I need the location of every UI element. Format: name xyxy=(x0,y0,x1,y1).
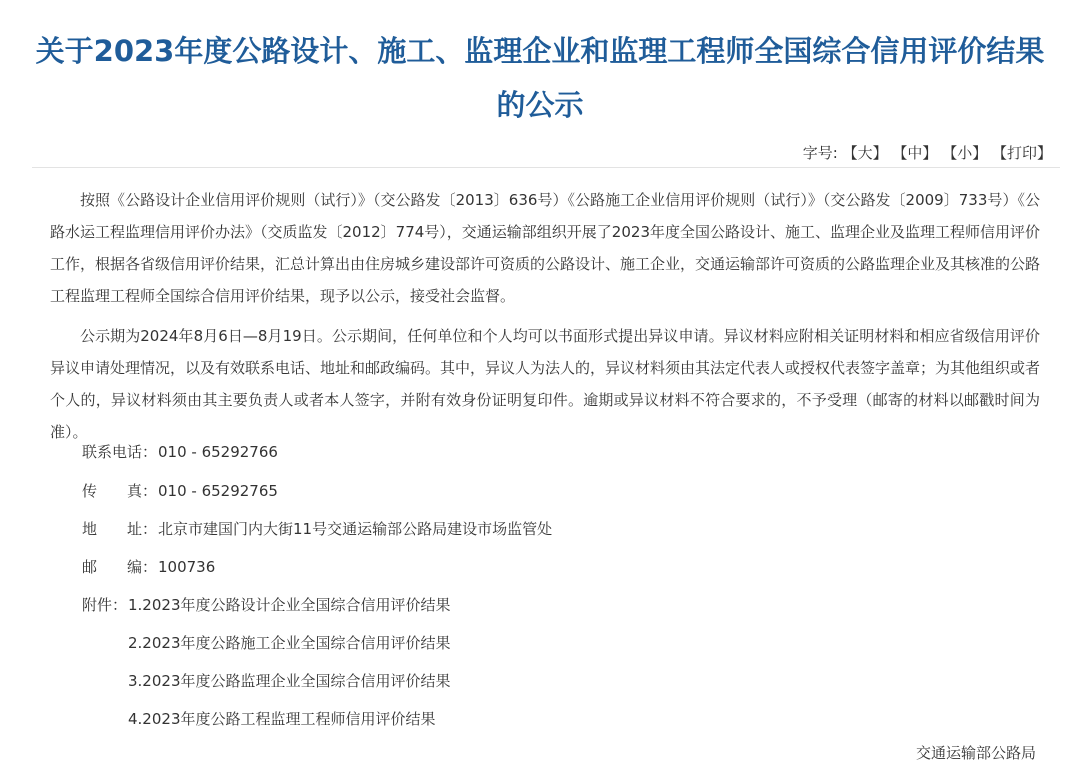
contact-phone xyxy=(82,441,278,462)
page-title: 关于2023年度公路设计、施工、监理企业和监理工程师全国综合信用评价结果的公示 xyxy=(35,34,1045,122)
attachment-link-1[interactable]: 1.2023年度公路设计企业全国综合信用评价结果 xyxy=(128,596,451,614)
print-button[interactable]: 【打印】 xyxy=(991,144,1052,162)
paragraph-publicity-period: 公示期为2024年8月6日—8月19日。公示期间，任何单位和个人均可以书面形式提出异议申请。异议材料应附相关证明材料和相应省级信用评价异议申请处理情况，以及有效联系电话、地址和邮政编码。其中，异议人为法人的，异议材料须由其法定代表人或授权代表签字盖章；为其他组织或者个人的，异议材料须由其主要负责人或者本人签字，并附有效身份证明复印件。逾期或异议材料不符合要求的，不予受理（邮寄的材料以邮戳时间为准）。 xyxy=(50,327,1041,441)
address-value: 北京市建国门内大街11号交通运输部公路局建设市场监管处 xyxy=(158,520,553,538)
attachment-link-3[interactable]: 3.2023年度公路监理企业全国综合信用评价结果 xyxy=(128,672,451,690)
postcode-value: 100736 xyxy=(158,558,216,576)
attachments-label: 附件： xyxy=(82,596,128,614)
fax-value: 010 - 65292765 xyxy=(158,482,278,500)
font-size-label: 字号: xyxy=(802,144,838,162)
attachment-link-2[interactable]: 2.2023年度公路施工企业全国综合信用评价结果 xyxy=(128,634,451,652)
postcode-label: 邮 编： xyxy=(82,558,158,576)
font-large-button[interactable]: 【大】 xyxy=(842,144,888,162)
font-size-bar xyxy=(803,142,1052,163)
contact-address xyxy=(82,518,552,539)
divider xyxy=(32,167,1060,168)
address-label: 地 址： xyxy=(82,520,158,538)
issuer-signature: 交通运输部公路局 xyxy=(916,744,1037,762)
article-body xyxy=(50,184,1040,456)
phone-value: 010 - 65292766 xyxy=(158,443,278,461)
font-small-button[interactable]: 【小】 xyxy=(942,144,988,162)
paragraph-basis: 按照《公路设计企业信用评价规则（试行）》（交公路发〔2013〕636号）《公路施工企业信用评价规则（试行）》（交公路发〔2009〕733号）《公路水运工程监理信用评价办法》（交质监发〔2012〕774号），交通运输部组织开展了2023年度全国公路设计、施工、监理企业及监理工程师信用评价工作，根据各省级信用评价结果，汇总计算出由住房城乡建设部许可资质的公路设计、施工企业，交通运输部许可资质的公路监理企业及其核准的公路工程监理工程师全国综合信用评价结果，现予以公示，接受社会监督。 xyxy=(50,191,1041,305)
phone-label: 联系电话： xyxy=(82,443,158,461)
attachment-link-4[interactable]: 4.2023年度公路工程监理工程师信用评价结果 xyxy=(128,710,436,728)
contact-postcode xyxy=(82,556,215,577)
font-medium-button[interactable]: 【中】 xyxy=(892,144,938,162)
contact-fax xyxy=(82,480,278,501)
fax-label: 传 真： xyxy=(82,482,158,500)
